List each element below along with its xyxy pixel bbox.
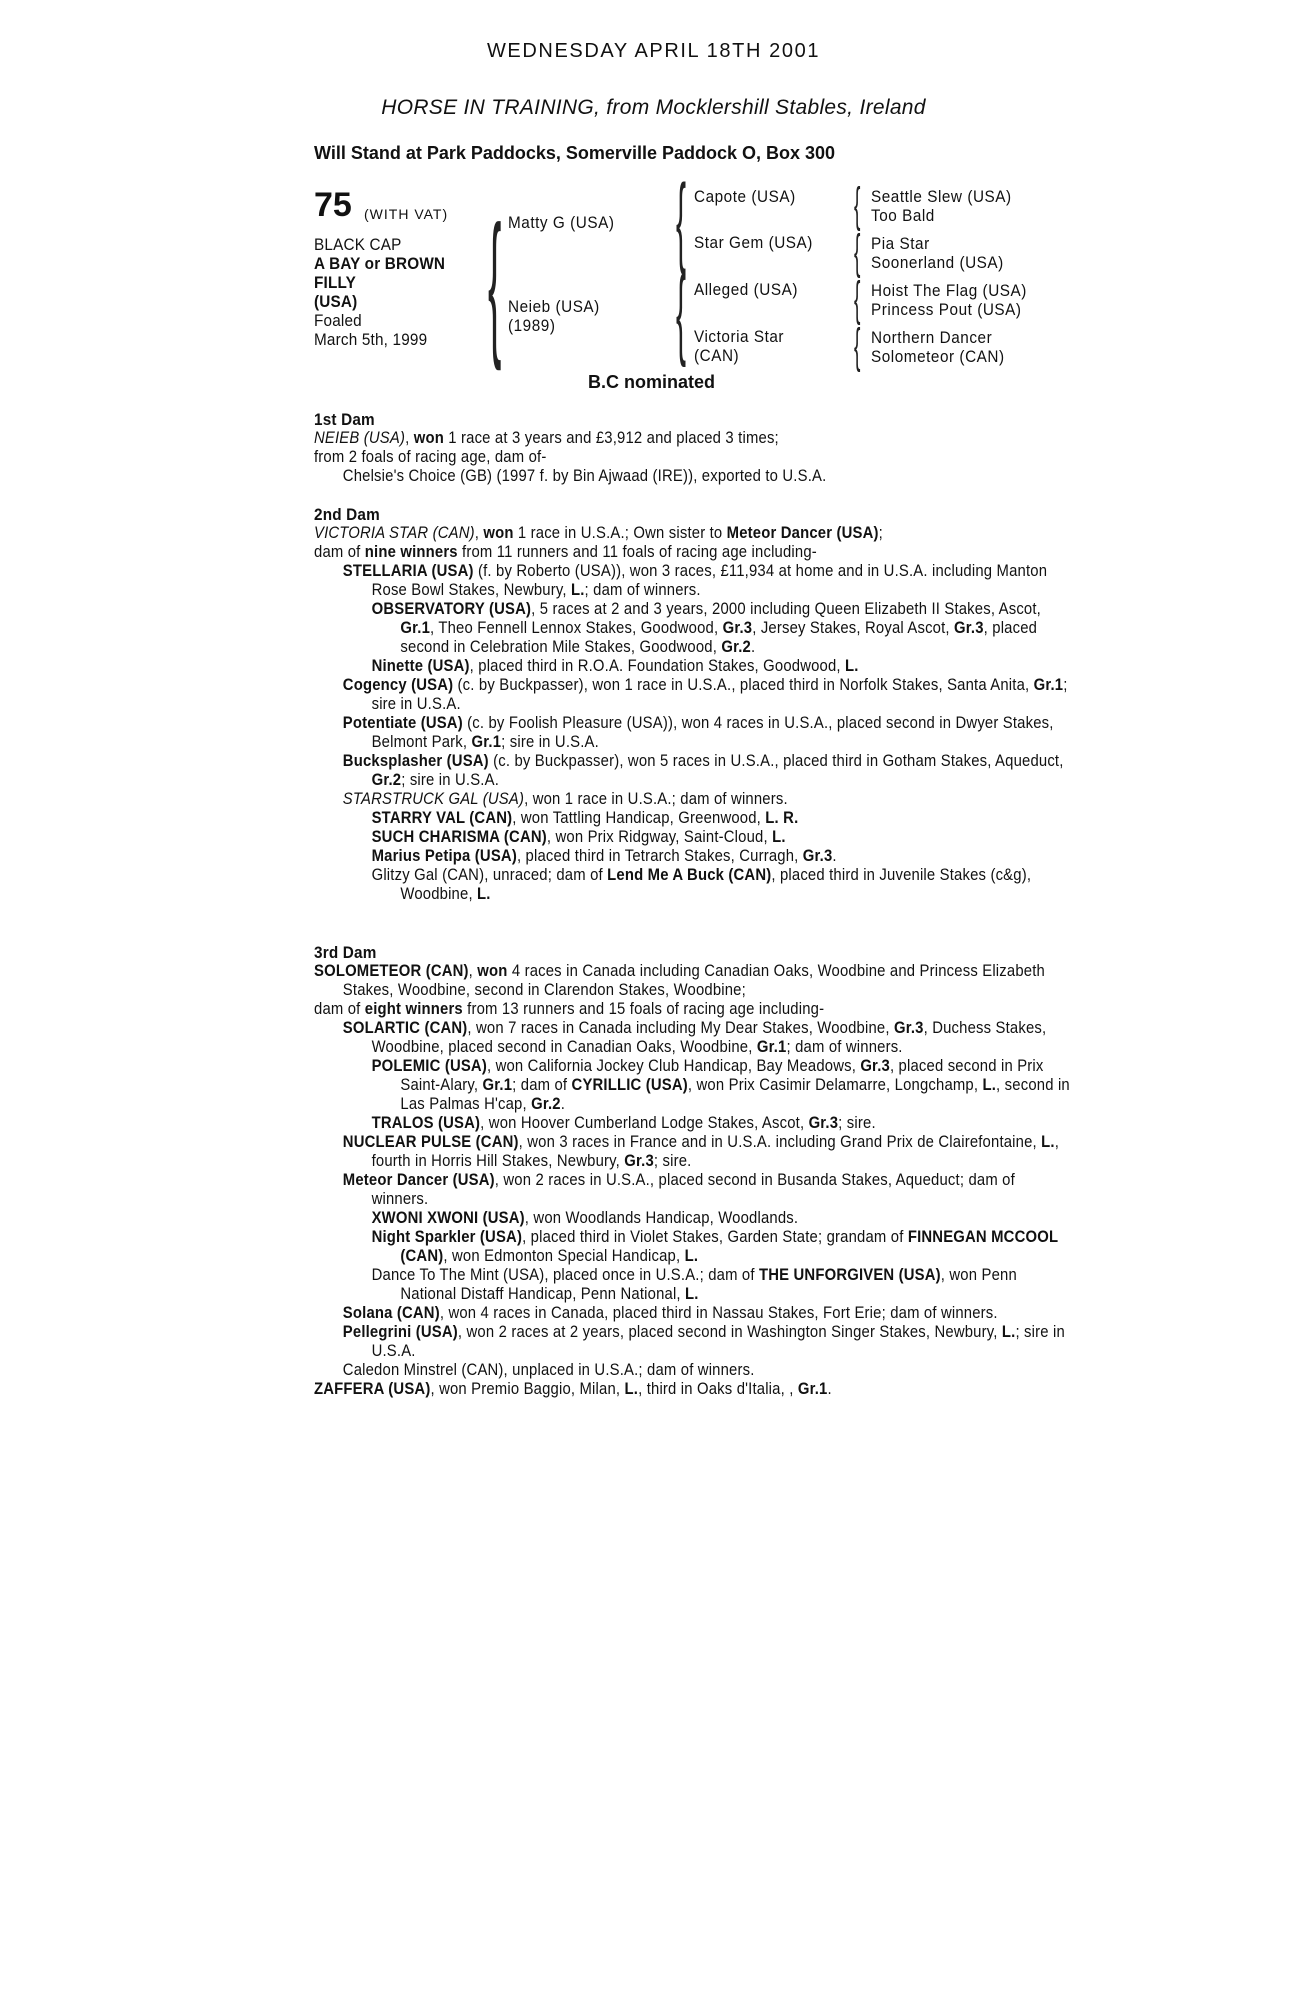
brace-1: { [854, 179, 861, 232]
third-dam-produce: dam of eight winners from 13 runners and 15 foals of racing age including- [314, 1000, 825, 1018]
produce-item: Bucksplasher (USA) (c. by Buckpasser), won 5 races in U.S.A., placed third in Gotham Stakes, Aqueduct, Gr.2; sire in U.S.A. [342, 752, 1064, 789]
horse-description: A BAY or BROWN [314, 254, 446, 273]
pedigree-dd: Victoria Star [694, 327, 785, 346]
pedigree-ddd: Solometeor (CAN) [871, 347, 1005, 366]
second-dam-line: VICTORIA STAR (CAN), won 1 race in U.S.A.; Own sister to Meteor Dancer (USA); [314, 524, 883, 542]
pedigree-dam-year: (1989) [508, 316, 556, 335]
lot-number: 75 [314, 186, 352, 224]
pedigree-dam: Neieb (USA) [508, 297, 600, 316]
foaled-label: Foaled [314, 311, 362, 330]
produce-item: OBSERVATORY (USA), 5 races at 2 and 3 years, 2000 including Queen Elizabeth II Stakes, Ascot, Gr.1, Theo Fennell Lennox Stakes, Goodwood, Gr.3, Jersey Stakes, Royal Ascot, Gr.3, placed second in Celebration Mile Stakes, Goodwood, Gr.2. [371, 600, 1041, 656]
brace-3: { [854, 273, 861, 326]
foaled-date: March 5th, 1999 [314, 330, 428, 349]
pedigree-dd-country: (CAN) [694, 346, 740, 365]
second-dam-section [314, 505, 1075, 904]
produce-item: STARSTRUCK GAL (USA), won 1 race in U.S.A.; dam of winners. [342, 790, 788, 808]
pedigree-dds: Northern Dancer [871, 328, 993, 347]
produce-item: Cogency (USA) (c. by Buckpasser), won 1 race in U.S.A., placed third in Norfolk Stakes, Santa Anita, Gr.1; sire in U.S.A. [342, 676, 1068, 713]
produce-item: Caledon Minstrel (CAN), unplaced in U.S.A.; dam of winners. [342, 1361, 755, 1379]
produce-item: Pellegrini (USA), won 2 races at 2 years, placed second in Washington Singer Stakes, Newbury, L.; sire in U.S.A. [342, 1323, 1065, 1360]
produce-item: SOLARTIC (CAN), won 7 races in Canada including My Dear Stakes, Woodbine, Gr.3, Duchess Stakes, Woodbine, placed second in Canadian Oaks, Woodbine, Gr.1; dam of winners. [342, 1019, 1047, 1056]
pedigree-ss: Capote (USA) [694, 187, 796, 206]
pedigree-sire: Matty G (USA) [508, 213, 615, 232]
pedigree-ds: Alleged (USA) [694, 280, 798, 299]
produce-item: SUCH CHARISMA (CAN), won Prix Ridgway, Saint-Cloud, L. [371, 828, 786, 846]
produce-item: Chelsie's Choice (GB) (1997 f. by Bin Ajwaad (IRE)), exported to U.S.A. [342, 467, 827, 485]
produce-item: STARRY VAL (CAN), won Tattling Handicap, Greenwood, L. R. [371, 809, 799, 827]
horse-name: BLACK CAP [314, 235, 402, 254]
section-heading: 2nd Dam [314, 505, 380, 524]
produce-item: Dance To The Mint (USA), placed once in U.S.A.; dam of THE UNFORGIVEN (USA), won Penn National Distaff Handicap, Penn National, L. [371, 1266, 1017, 1303]
pedigree-dsd: Princess Pout (USA) [871, 300, 1022, 319]
sire-line-brace: { [676, 164, 687, 276]
pedigree-dss: Hoist The Flag (USA) [871, 281, 1027, 300]
consignor-line: HORSE IN TRAINING, from Mocklershill Stables, Ireland [381, 96, 926, 119]
first-dam-section [314, 410, 1075, 486]
produce-item: Solana (CAN), won 4 races in Canada, placed third in Nassau Stakes, Fort Erie; dam of winners. [342, 1304, 998, 1322]
produce-item: Potentiate (USA) (c. by Foolish Pleasure (USA)), won 4 races in U.S.A., placed second in Dwyer Stakes, Belmont Park, Gr.1; sire in U.S.A. [342, 714, 1054, 751]
horse-country: (USA) [314, 292, 358, 311]
pedigree-sss: Seattle Slew (USA) [871, 187, 1012, 206]
section-heading: 3rd Dam [314, 943, 377, 962]
pedigree-sdd: Soonerland (USA) [871, 253, 1004, 272]
produce-item: Marius Petipa (USA), placed third in Tetrarch Stakes, Curragh, Gr.3. [371, 847, 837, 865]
produce-item: Glitzy Gal (CAN), unraced; dam of Lend Me A Buck (CAN), placed third in Juvenile Stakes (c&g), Woodbine, L. [371, 866, 1032, 903]
produce-item: Night Sparkler (USA), placed third in Violet Stakes, Garden State; grandam of FINNEGAN MCCOOL (CAN), won Edmonton Special Handicap, L. [371, 1228, 1058, 1265]
sire-dam-brace: { [488, 192, 502, 371]
stand-location: Will Stand at Park Paddocks, Somerville Paddock O, Box 300 [314, 143, 836, 163]
produce-item: Meteor Dancer (USA), won 2 races in U.S.A., placed second in Busanda Stakes, Aqueduct; dam of winners. [342, 1171, 1015, 1208]
third-dam-line: SOLOMETEOR (CAN), won 4 races in Canada including Canadian Oaks, Woodbine and Princess Elizabeth Stakes, Woodbine, second in Clarendon Stakes, Woodbine; [314, 962, 1045, 999]
horse-sex: FILLY [314, 273, 356, 292]
brace-4: { [854, 320, 861, 373]
produce-item: NUCLEAR PULSE (CAN), won 3 races in France and in U.S.A. including Grand Prix de Clairefontaine, L., fourth in Horris Hill Stakes, Newbury, Gr.3; sire. [342, 1133, 1060, 1170]
first-dam-line: NEIEB (USA), won 1 race at 3 years and £3,912 and placed 3 times; [314, 429, 779, 447]
pedigree-sds: Pia Star [871, 234, 930, 253]
produce-item: POLEMIC (USA), won California Jockey Club Handicap, Bay Meadows, Gr.3, placed second in Prix Saint-Alary, Gr.1; dam of CYRILLIC (USA), won Prix Casimir Delamarre, Longchamp, L., second in Las Palmas H'cap, Gr.2. [371, 1057, 1070, 1113]
dam-line-brace: { [676, 256, 687, 368]
vat-note: (WITH VAT) [364, 206, 449, 222]
produce-item: XWONI XWONI (USA), won Woodlands Handicap, Woodlands. [371, 1209, 799, 1227]
first-dam-produce: from 2 foals of racing age, dam of- [314, 448, 547, 466]
produce-item: STELLARIA (USA) (f. by Roberto (USA)), won 3 races, £11,934 at home and in U.S.A. including Manton Rose Bowl Stakes, Newbury, L.; dam of winners. [342, 562, 1048, 599]
produce-item: TRALOS (USA), won Hoover Cumberland Lodge Stakes, Ascot, Gr.3; sire. [371, 1114, 876, 1132]
third-dam-section [314, 943, 1075, 1399]
brace-2: { [854, 226, 861, 279]
sale-date: WEDNESDAY APRIL 18TH 2001 [486, 40, 821, 62]
second-dam-produce: dam of nine winners from 11 runners and 11 foals of racing age including- [314, 543, 817, 561]
lot-info [314, 235, 445, 349]
produce-item: ZAFFERA (USA), won Premio Baggio, Milan, L., third in Oaks d'Italia, , Gr.1. [314, 1380, 832, 1398]
section-heading: 1st Dam [314, 410, 375, 429]
produce-item: Ninette (USA), placed third in R.O.A. Foundation Stakes, Goodwood, L. [371, 657, 859, 675]
pedigree-sd: Star Gem (USA) [694, 233, 813, 252]
pedigree-ssd: Too Bald [871, 206, 935, 225]
bc-nominated: B.C nominated [588, 372, 716, 392]
